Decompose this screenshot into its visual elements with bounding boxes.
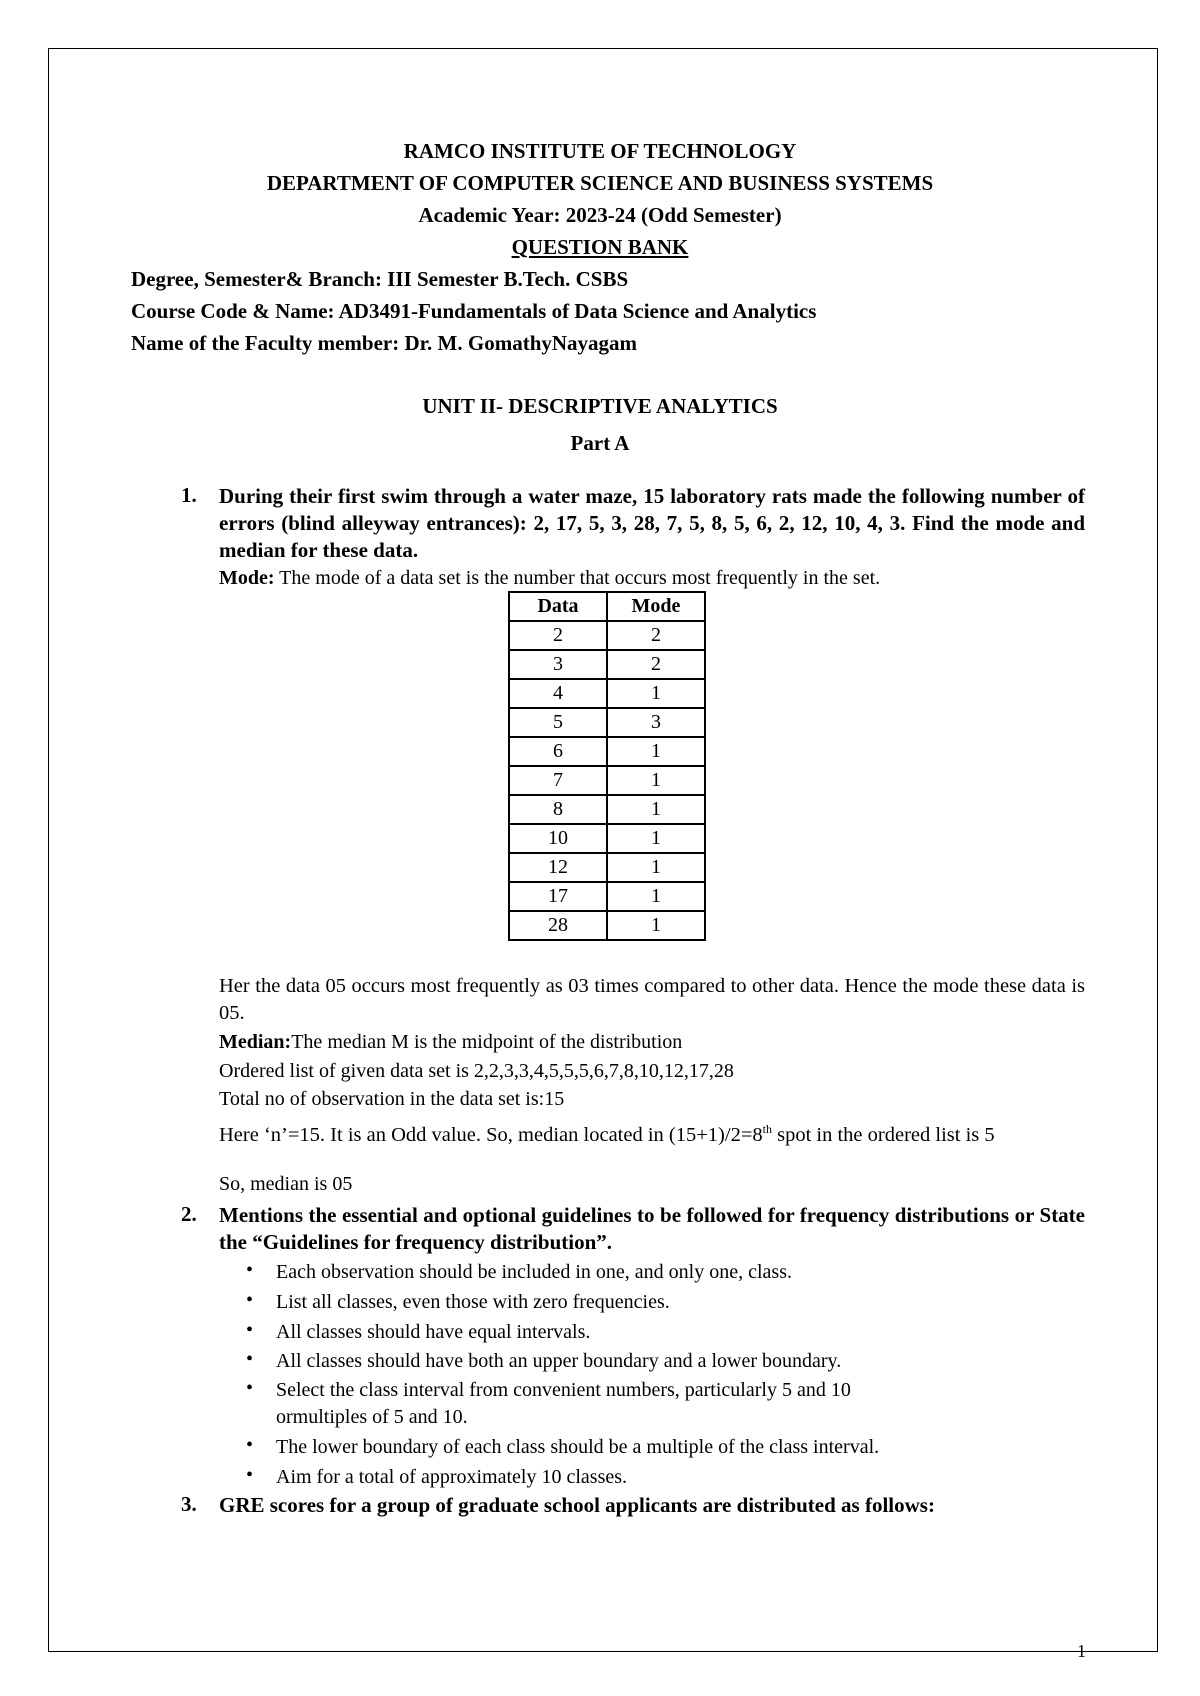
bullet-icon: • <box>246 1348 254 1370</box>
institute-name: RAMCO INSTITUTE OF TECHNOLOGY <box>403 139 797 163</box>
here-post: spot in the ordered list is 5 <box>771 1123 995 1146</box>
table-cell: 5 <box>509 708 607 737</box>
median-def-text: The median M is the midpoint of the distribution <box>291 1031 683 1053</box>
table-cell: 2 <box>607 621 705 650</box>
q1-ordered-list: Ordered list of given data set is 2,2,3,3,4,5,5,5,6,7,8,10,12,17,28 <box>219 1060 734 1082</box>
guideline-item: The lower boundary of each class should be a multiple of the class interval. <box>276 1436 880 1458</box>
q2-question: Mentions the essential and optional guidelines to be followed for frequency distributions or State the “Guidelines for frequency distribution”. <box>219 1203 1085 1254</box>
table-cell: 8 <box>509 795 607 824</box>
q1-conclusion: Her the data 05 occurs most frequently as 03 times compared to other data. Hence the mode these data is 05. <box>219 975 1085 1024</box>
table-cell: 1 <box>607 679 705 708</box>
table-cell: 1 <box>607 824 705 853</box>
table-cell: 1 <box>607 882 705 911</box>
table-cell: 3 <box>509 650 607 679</box>
table-row <box>509 824 705 853</box>
degree-line: Degree, Semester& Branch: III Semester B.Tech. CSBS <box>131 267 629 291</box>
mode-table <box>508 591 706 941</box>
q1-question: During their first swim through a water maze, 15 laboratory rats made the following number of errors (blind alleyway entrances): 2, 17, 5, 3, 28, 7, 5, 8, 5, 6, 2, 12, 10, 4, 3. Find the mode and median for these data. <box>219 484 1085 562</box>
table-cell: 1 <box>607 853 705 882</box>
bullet-icon: • <box>246 1259 254 1281</box>
mode-def-text: The mode of a data set is the number that occurs most frequently in the set. <box>274 567 881 589</box>
q3-number: 3. <box>181 1492 197 1516</box>
table-cell: 12 <box>509 853 607 882</box>
table-row <box>509 708 705 737</box>
bullet-icon: • <box>246 1434 254 1456</box>
bullet-icon: • <box>246 1464 254 1486</box>
table-cell: 1 <box>607 766 705 795</box>
q1-number: 1. <box>181 483 197 507</box>
table-cell: 1 <box>607 795 705 824</box>
doc-title <box>0 235 1200 260</box>
table-cell: 10 <box>509 824 607 853</box>
table-cell: 1 <box>607 911 705 940</box>
table-row <box>509 650 705 679</box>
bullet-icon: • <box>246 1377 254 1399</box>
bullet-icon: • <box>246 1319 254 1341</box>
table-cell: 17 <box>509 882 607 911</box>
doc-title-text: QUESTION BANK <box>511 235 689 259</box>
q1-median-result: So, median is 05 <box>219 1173 353 1195</box>
table-cell: 2 <box>607 650 705 679</box>
guideline-item: All classes should have both an upper boundary and a lower boundary. <box>276 1350 842 1372</box>
q3-question: GRE scores for a group of graduate school applicants are distributed as follows: <box>219 1493 935 1517</box>
q1-mode-definition <box>219 567 880 590</box>
here-pre: Here ‘n’=15. It is an Odd value. So, median located in (15+1)/2=8 <box>219 1123 763 1146</box>
guideline-item: Each observation should be included in one, and only one, class. <box>276 1261 792 1283</box>
table-row <box>509 795 705 824</box>
table-cell: 2 <box>509 621 607 650</box>
q1-median-calculation <box>219 1116 1085 1149</box>
here-sup: th <box>762 1122 772 1136</box>
unit-title: UNIT II- DESCRIPTIVE ANALYTICS <box>422 394 778 418</box>
table-cell: 1 <box>607 737 705 766</box>
course-line: Course Code & Name: AD3491-Fundamentals of Data Science and Analytics <box>131 299 817 323</box>
guideline-item-continuation: ormultiples of 5 and 10. <box>276 1406 468 1428</box>
table-row <box>509 882 705 911</box>
table-row <box>509 853 705 882</box>
table-cell: 4 <box>509 679 607 708</box>
q1-total-observations: Total no of observation in the data set is:15 <box>219 1088 565 1110</box>
table-header-mode: Mode <box>607 592 705 621</box>
table-header-row <box>509 592 705 621</box>
academic-year: Academic Year: 2023-24 (Odd Semester) <box>418 203 782 227</box>
table-cell: 6 <box>509 737 607 766</box>
q2-number: 2. <box>181 1202 197 1226</box>
q1-median-definition <box>219 1031 682 1054</box>
page-number: 1 <box>1077 1641 1086 1661</box>
table-row <box>509 766 705 795</box>
mode-label: Mode: <box>219 567 275 589</box>
department-name: DEPARTMENT OF COMPUTER SCIENCE AND BUSINESS SYSTEMS <box>266 171 934 195</box>
table-header-data: Data <box>509 592 607 621</box>
table-row <box>509 621 705 650</box>
table-row <box>509 679 705 708</box>
part-title: Part A <box>570 431 630 455</box>
table-cell: 28 <box>509 911 607 940</box>
median-label: Median: <box>219 1031 292 1053</box>
guideline-item: Select the class interval from convenient numbers, particularly 5 and 10 <box>276 1379 851 1401</box>
guideline-item: Aim for a total of approximately 10 classes. <box>276 1466 628 1488</box>
table-row <box>509 911 705 940</box>
table-cell: 3 <box>607 708 705 737</box>
guideline-item: All classes should have equal intervals. <box>276 1321 591 1343</box>
faculty-line: Name of the Faculty member: Dr. M. GomathyNayagam <box>131 331 638 355</box>
bullet-icon: • <box>246 1289 254 1311</box>
table-cell: 7 <box>509 766 607 795</box>
table-row <box>509 737 705 766</box>
guideline-item: List all classes, even those with zero frequencies. <box>276 1291 670 1313</box>
